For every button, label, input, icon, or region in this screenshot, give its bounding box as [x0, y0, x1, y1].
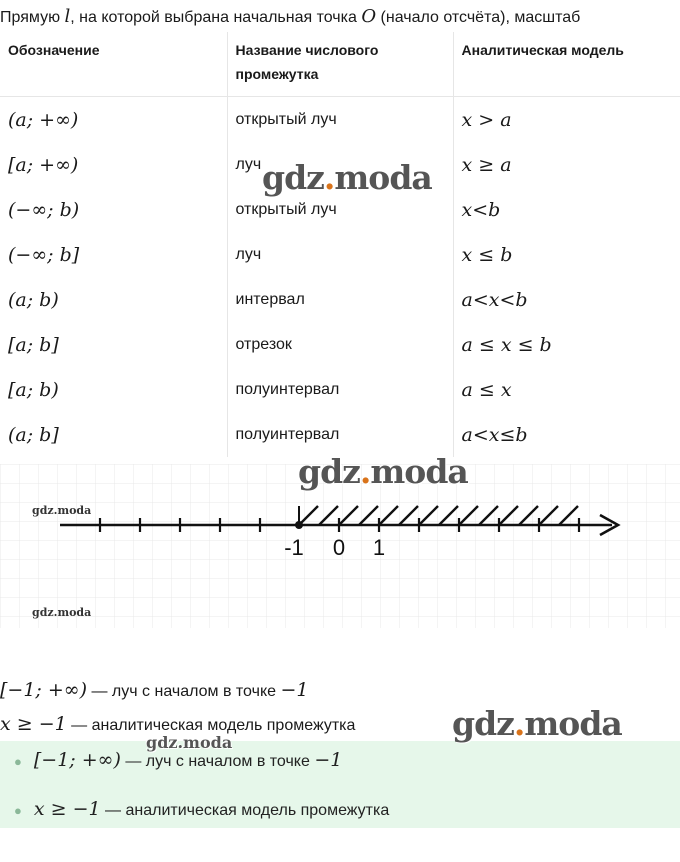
cell-notation: (a; +∞) — [0, 97, 227, 143]
table-row — [0, 97, 680, 143]
tick-label-zero: 0 — [332, 535, 346, 560]
answer-point: −1 — [280, 679, 309, 701]
watermark-figure — [298, 452, 468, 491]
header-interval-name: Название числового промежутка — [227, 32, 453, 97]
watermark-small-bottom — [32, 606, 91, 619]
cell-name: полуинтервал — [227, 412, 453, 457]
cell-model: x ≥ a — [461, 153, 512, 176]
cell-model: a<x≤b — [461, 423, 528, 446]
intro-var-l: l — [64, 6, 71, 27]
watermark-text: gdz.moda — [32, 504, 92, 517]
cell-notation: (−∞; b) — [0, 187, 227, 232]
bullet-point: −1 — [314, 749, 343, 771]
watermark-text: gdz.moda — [262, 158, 432, 197]
watermark-table — [262, 158, 432, 197]
watermark-text: gdz.moda — [452, 704, 622, 743]
cell-notation: (a; b] — [0, 412, 227, 457]
answer-line-1 — [0, 679, 308, 701]
bullet-interval: [−1; +∞) — [33, 749, 121, 771]
cell-model: a ≤ x ≤ b — [461, 333, 552, 356]
cell-name: интервал — [227, 277, 453, 322]
intro-before: Прямую — [0, 9, 65, 26]
tick-label-one: 1 — [372, 535, 386, 560]
cell-name: луч — [227, 142, 453, 187]
highlight-bullet-2 — [14, 798, 389, 820]
cell-notation: [a; +∞) — [0, 142, 227, 187]
cell-name: открытый луч — [227, 187, 453, 232]
tick-label-minus-one: -1 — [284, 535, 304, 560]
table-row — [0, 412, 680, 457]
answer-text-1: — луч с началом в точке — [87, 683, 281, 700]
intro-middle: , на которой выбрана начальная точка — [70, 9, 362, 26]
cell-name: открытый луч — [227, 97, 453, 143]
bullet-text-1: — луч с началом в точке — [120, 753, 315, 770]
answer-interval: [−1; +∞) — [0, 679, 88, 701]
watermark-answer — [452, 704, 622, 743]
cell-name: луч — [227, 232, 453, 277]
table-row — [0, 277, 680, 322]
table-row — [0, 232, 680, 277]
cell-notation: [a; b] — [0, 322, 227, 367]
cell-notation: (a; b) — [0, 277, 227, 322]
cell-notation: [a; b) — [0, 367, 227, 412]
watermark-small-top — [32, 504, 91, 517]
table-header-row — [0, 32, 680, 97]
watermark-highlight — [146, 733, 232, 752]
highlight-bullet-1 — [14, 749, 342, 771]
cell-model: x<b — [461, 198, 501, 221]
cell-name: отрезок — [227, 322, 453, 367]
interval-table — [0, 32, 680, 457]
cell-model: x > a — [461, 108, 512, 131]
bullet-text-2: — аналитическая модель промежутка — [100, 802, 390, 819]
intro-after: (начало отсчёта), масштаб — [376, 9, 581, 26]
number-line-figure — [0, 452, 680, 628]
answer-text-2: — аналитическая модель промежутка — [66, 717, 356, 734]
header-model: Аналитическая модель — [453, 32, 680, 97]
answer-model: x ≥ −1 — [0, 713, 67, 735]
table-row — [0, 367, 680, 412]
header-notation: Обозначение — [0, 32, 227, 97]
watermark-text: gdz.moda — [298, 452, 468, 491]
watermark-text: gdz.moda — [146, 733, 233, 752]
bullet-dot-icon: ● — [14, 754, 22, 769]
cell-name: полуинтервал — [227, 367, 453, 412]
table-row — [0, 322, 680, 367]
cell-model: a<x<b — [461, 288, 528, 311]
cell-model: x ≤ b — [461, 243, 513, 266]
answer-line-2 — [0, 713, 355, 735]
cell-notation: (−∞; b] — [0, 232, 227, 277]
watermark-text: gdz.moda — [32, 606, 92, 619]
start-point — [295, 521, 303, 529]
intro-text — [0, 6, 580, 27]
cell-model: a ≤ x — [461, 378, 512, 401]
intro-var-o: O — [361, 6, 377, 27]
bullet-dot-icon: ● — [14, 803, 22, 818]
bullet-model: x ≥ −1 — [33, 798, 101, 820]
